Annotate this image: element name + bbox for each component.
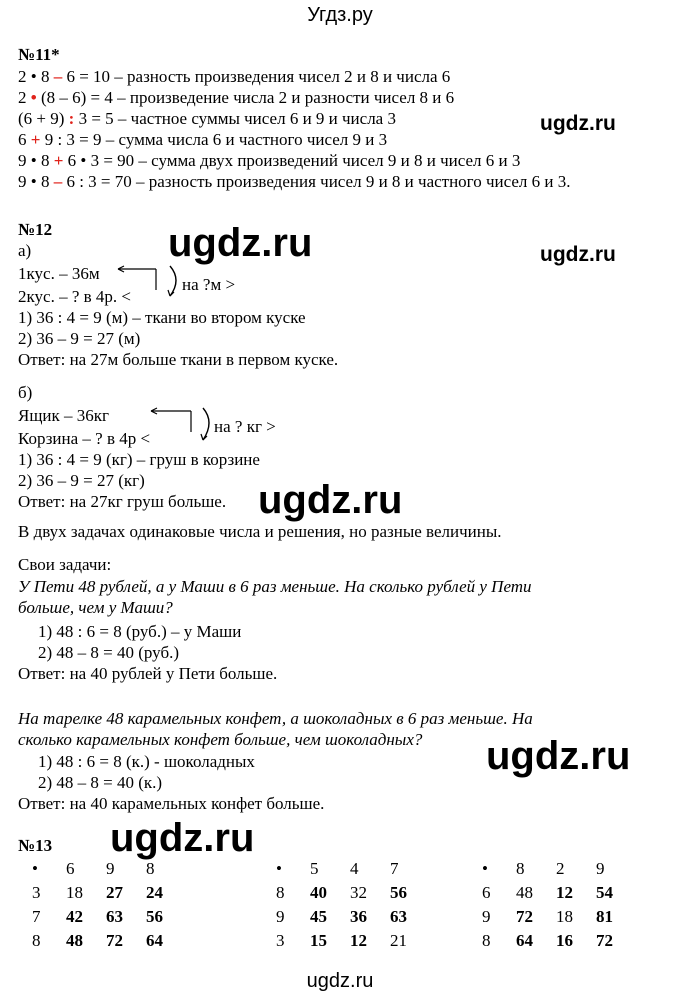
task12b-answer: Ответ: на 27кг груш больше. <box>18 492 227 511</box>
multiplication-table-2 <box>276 857 430 953</box>
table-cell: 27 <box>106 883 123 902</box>
own1-answer: Ответ: на 40 рублей у Пети больше. <box>18 664 278 683</box>
task12a-line2: 2кус. – ? в 4р. < <box>18 287 131 306</box>
task11-title: №11* <box>18 45 60 64</box>
site-title: Угдз.ру <box>307 4 373 26</box>
own-tasks-title: Свои задачи: <box>18 555 112 574</box>
table-cell: 15 <box>310 931 327 950</box>
watermark-4: ugdz.ru <box>258 478 403 522</box>
table-cell: 32 <box>350 883 367 902</box>
table-cell: 8 <box>276 883 285 902</box>
own1-sol1: 1) 48 : 6 = 8 (руб.) – у Маши <box>38 622 242 641</box>
table-cell: 7 <box>32 907 41 926</box>
table-header-cell: • <box>482 859 488 878</box>
table-cell: 45 <box>310 907 327 926</box>
table-header-cell: 7 <box>390 859 399 878</box>
multiplication-table <box>32 857 186 953</box>
footer-watermark: ugdz.ru <box>306 970 374 992</box>
own2-text-line2: сколько карамельных конфет больше, чем шоколадных? <box>18 730 423 749</box>
table-cell: 36 <box>350 907 367 926</box>
task12a-answer: Ответ: на 27м больше ткани в первом куске. <box>18 350 339 369</box>
task13-title: №13 <box>18 836 53 855</box>
expression-part: 2 <box>18 88 31 107</box>
last-operation-sign: + <box>30 130 41 149</box>
table-header-row <box>482 857 636 881</box>
table-cell: 9 <box>482 907 491 926</box>
table-cell: 18 <box>556 907 573 926</box>
table-cell: 12 <box>350 931 367 950</box>
table-cell: 8 <box>482 931 491 950</box>
last-operation-sign: • <box>30 88 37 107</box>
task11-line <box>18 129 387 150</box>
table-cell: 6 <box>482 883 491 902</box>
table-cell: 63 <box>390 907 407 926</box>
own2-sol1: 1) 48 : 6 = 8 (к.) - шоколадных <box>38 752 255 771</box>
expression-description: (8 – 6) = 4 – произведение числа 2 и разности чисел 8 и 6 <box>36 88 455 107</box>
expression-part: 9 • 8 <box>18 172 54 191</box>
table-header-cell: 8 <box>516 859 525 878</box>
last-operation-sign: : <box>68 109 75 128</box>
table-cell: 54 <box>596 883 613 902</box>
task12a-label: а) <box>18 241 32 260</box>
table-header-cell: • <box>32 859 38 878</box>
task12-conclusion: В двух задачах одинаковые числа и решения, но разные величины. <box>18 522 502 541</box>
task12a-sol1: 1) 36 : 4 = 9 (м) – ткани во втором куске <box>18 308 306 327</box>
task11-line <box>18 108 396 129</box>
table-cell: 72 <box>596 931 613 950</box>
table-cell: 56 <box>146 907 163 926</box>
own2-text-line1: На тарелке 48 карамельных конфет, а шоколадных в 6 раз меньше. На <box>18 709 533 728</box>
table-row <box>32 881 186 905</box>
task12b-sol2: 2) 36 – 9 = 27 (кг) <box>18 471 145 490</box>
table-row <box>482 881 636 905</box>
task12a-line1: 1кус. – 36м <box>18 264 100 283</box>
task11-line <box>18 171 571 192</box>
task12a-arrow-diagram <box>108 262 188 302</box>
expression-description: 6 • 3 = 90 – сумма двух произведений чисел 9 и 8 и чисел 6 и 3 <box>63 151 521 170</box>
expression-description: 6 : 3 = 70 – разность произведения чисел 9 и 8 и частного чисел 6 и 3. <box>62 172 571 191</box>
table-cell: 16 <box>556 931 573 950</box>
table-row <box>276 881 430 905</box>
table-header-row <box>276 857 430 881</box>
table-row <box>32 905 186 929</box>
multiplication-table <box>276 857 430 953</box>
table-row <box>32 929 186 953</box>
watermark-6: ugdz.ru <box>110 816 255 860</box>
table-row <box>482 929 636 953</box>
task12b-brace-text: на ? кг > <box>214 417 276 436</box>
table-cell: 24 <box>146 883 163 902</box>
task12b-line2: Корзина – ? в 4р < <box>18 429 151 448</box>
watermark-3: ugdz.ru <box>540 243 616 266</box>
expression-part: 9 • 8 <box>18 151 54 170</box>
table-header-cell: 2 <box>556 859 565 878</box>
expression-description: 3 = 5 – частное суммы чисел 6 и 9 и числа 3 <box>74 109 396 128</box>
table-cell: 48 <box>516 883 533 902</box>
table-cell: 72 <box>516 907 533 926</box>
table-cell: 18 <box>66 883 83 902</box>
table-cell: 12 <box>556 883 573 902</box>
table-cell: 42 <box>66 907 83 926</box>
task12a-brace-text: на ?м > <box>182 275 236 294</box>
table-cell: 48 <box>66 931 83 950</box>
multiplication-table-3 <box>482 857 636 953</box>
watermark-2: ugdz.ru <box>168 221 313 265</box>
task12b-arrow-diagram <box>145 404 225 444</box>
expression-part: 6 <box>18 130 31 149</box>
table-cell: 81 <box>596 907 613 926</box>
table-cell: 72 <box>106 931 123 950</box>
table-row <box>276 905 430 929</box>
table-header-cell: 9 <box>106 859 115 878</box>
table-header-cell: 6 <box>66 859 75 878</box>
table-header-cell: 5 <box>310 859 319 878</box>
own2-answer: Ответ: на 40 карамельных конфет больше. <box>18 794 325 813</box>
watermark-5: ugdz.ru <box>486 734 631 778</box>
multiplication-table-1 <box>32 857 186 953</box>
table-cell: 21 <box>390 931 407 950</box>
task12b-sol1: 1) 36 : 4 = 9 (кг) – груш в корзине <box>18 450 260 469</box>
table-header-cell: 4 <box>350 859 359 878</box>
task12-title: №12 <box>18 220 53 239</box>
table-header-row <box>32 857 186 881</box>
expression-part: 2 • 8 <box>18 67 54 86</box>
table-cell: 63 <box>106 907 123 926</box>
table-cell: 3 <box>32 883 41 902</box>
table-row <box>276 929 430 953</box>
expression-description: 6 = 10 – разность произведения чисел 2 и 8 и числа 6 <box>62 67 451 86</box>
table-cell: 64 <box>516 931 533 950</box>
watermark-1: ugdz.ru <box>540 112 616 135</box>
table-header-cell: 8 <box>146 859 155 878</box>
last-operation-sign: – <box>53 67 63 86</box>
task11-line <box>18 87 454 108</box>
task12a-sol2: 2) 36 – 9 = 27 (м) <box>18 329 141 348</box>
table-cell: 64 <box>146 931 163 950</box>
table-cell: 40 <box>310 883 327 902</box>
task11-line <box>18 66 450 87</box>
own1-text-line1: У Пети 48 рублей, а у Маши в 6 раз меньше. На сколько рублей у Пети <box>18 577 532 596</box>
table-header-cell: 9 <box>596 859 605 878</box>
expression-part: (6 + 9) <box>18 109 69 128</box>
expression-description: 9 : 3 = 9 – сумма числа 6 и частного чисел 9 и 3 <box>40 130 388 149</box>
own2-sol2: 2) 48 – 8 = 40 (к.) <box>38 773 163 792</box>
multiplication-table <box>482 857 636 953</box>
task12b-line1: Ящик – 36кг <box>18 406 110 425</box>
last-operation-sign: – <box>53 172 63 191</box>
task11-line <box>18 150 520 171</box>
table-header-cell: • <box>276 859 282 878</box>
table-cell: 56 <box>390 883 407 902</box>
table-cell: 8 <box>32 931 41 950</box>
table-cell: 9 <box>276 907 285 926</box>
own1-text-line2: больше, чем у Маши? <box>18 598 173 617</box>
own1-sol2: 2) 48 – 8 = 40 (руб.) <box>38 643 180 662</box>
last-operation-sign: + <box>53 151 64 170</box>
task12b-label: б) <box>18 383 33 402</box>
table-cell: 3 <box>276 931 285 950</box>
table-row <box>482 905 636 929</box>
